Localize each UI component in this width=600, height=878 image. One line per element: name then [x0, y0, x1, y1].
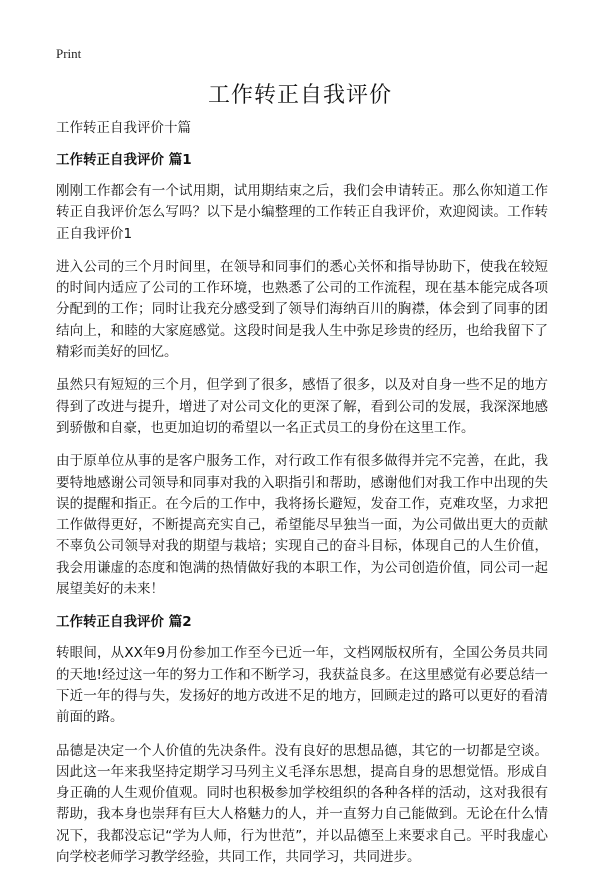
paragraph: 转眼间，从XX年9月份参加工作至今已近一年，文档网版权所有，全国公务员共同的天地!经过这一年的努力工作和不断学习，我获益良多。在这里感觉有必要总结一下近一年的得与失，发扬好的地方改进不足的地方，回顾走过的路可以更好的看清前面的路。 — [56, 645, 548, 726]
section-heading-1: 工作转正自我评价 篇1 — [56, 152, 192, 168]
page-title: 工作转正自我评价 — [207, 83, 392, 108]
paragraph: 刚刚工作都会有一个试用期，试用期结束之后，我们会申请转正。那么你知道工作转正自我评价怎么写吗？以下是小编整理的工作转正自我评价，欢迎阅读。工作转正自我评价1 — [56, 183, 548, 242]
section-heading-2: 工作转正自我评价 篇2 — [56, 614, 192, 631]
document-subtitle: 工作转正自我评价十篇 — [56, 120, 191, 136]
document-body — [56, 118, 548, 878]
paragraph: 虽然只有短短的三个月，但学到了很多，感悟了很多，以及对自身一些不足的地方得到了改进与提升，增进了对公司文化的更深了解，看到公司的发展，我深深地感到骄傲和自豪，也更加迫切的希望以一名正式员工的身份在这里工作。 — [56, 377, 548, 436]
paragraph: 进入公司的三个月时间里，在领导和同事们的悉心关怀和指导协助下，使我在较短的时间内适应了公司的工作环境，也熟悉了公司的工作流程，现在基本能完成各项分配到的工作；同时让我充分感受到了领导们海纳百川的胸襟，体会到了同事的团结向上，和睦的大家庭感觉。这段时间是我人生中弥足珍贵的经历，也给我留下了精彩而美好的回忆。 — [56, 258, 548, 361]
paragraph: 由于原单位从事的是客户服务工作，对行政工作有很多做得并完不完善，在此，我要特地感谢公司领导和同事对我的入职指引和帮助，感谢他们对我工作中出现的失误的提醒和指正。在今后的工作中，我将扬长避短，发奋工作，克难攻坚，力求把工作做得更好，不断提高充实自己，希望能尽早独当一面，为公司做出更大的贡献不辜负公司领导对我的期望与栽培；实现自己的奋斗目标，体现自己的人生价值，我会用谦虚的态度和饱满的热情做好我的本职工作，为公司创造价值，同公司一起展望美好的未来！ — [56, 453, 548, 598]
paragraph: 品德是决定一个人价值的先决条件。没有良好的思想品德，其它的一切都是空谈。因此这一年来我坚持定期学习马列主义毛泽东思想，提高自身的思想觉悟。形成自身正确的人生观价值观。同时也积极参加学校组织的各种各样的活动，这对我很有帮助，我本身也崇拜有巨大人格魅力的人，并一直努力自己能做到。无论在什么情况下，我都没忘记“学为人师，行为世范”，并以品德至上来要求自己。平时我虚心向学校老师学习教学经验，共同工作，共同学习，共同进步。 — [56, 742, 548, 866]
print-link[interactable]: Print — [56, 46, 82, 61]
